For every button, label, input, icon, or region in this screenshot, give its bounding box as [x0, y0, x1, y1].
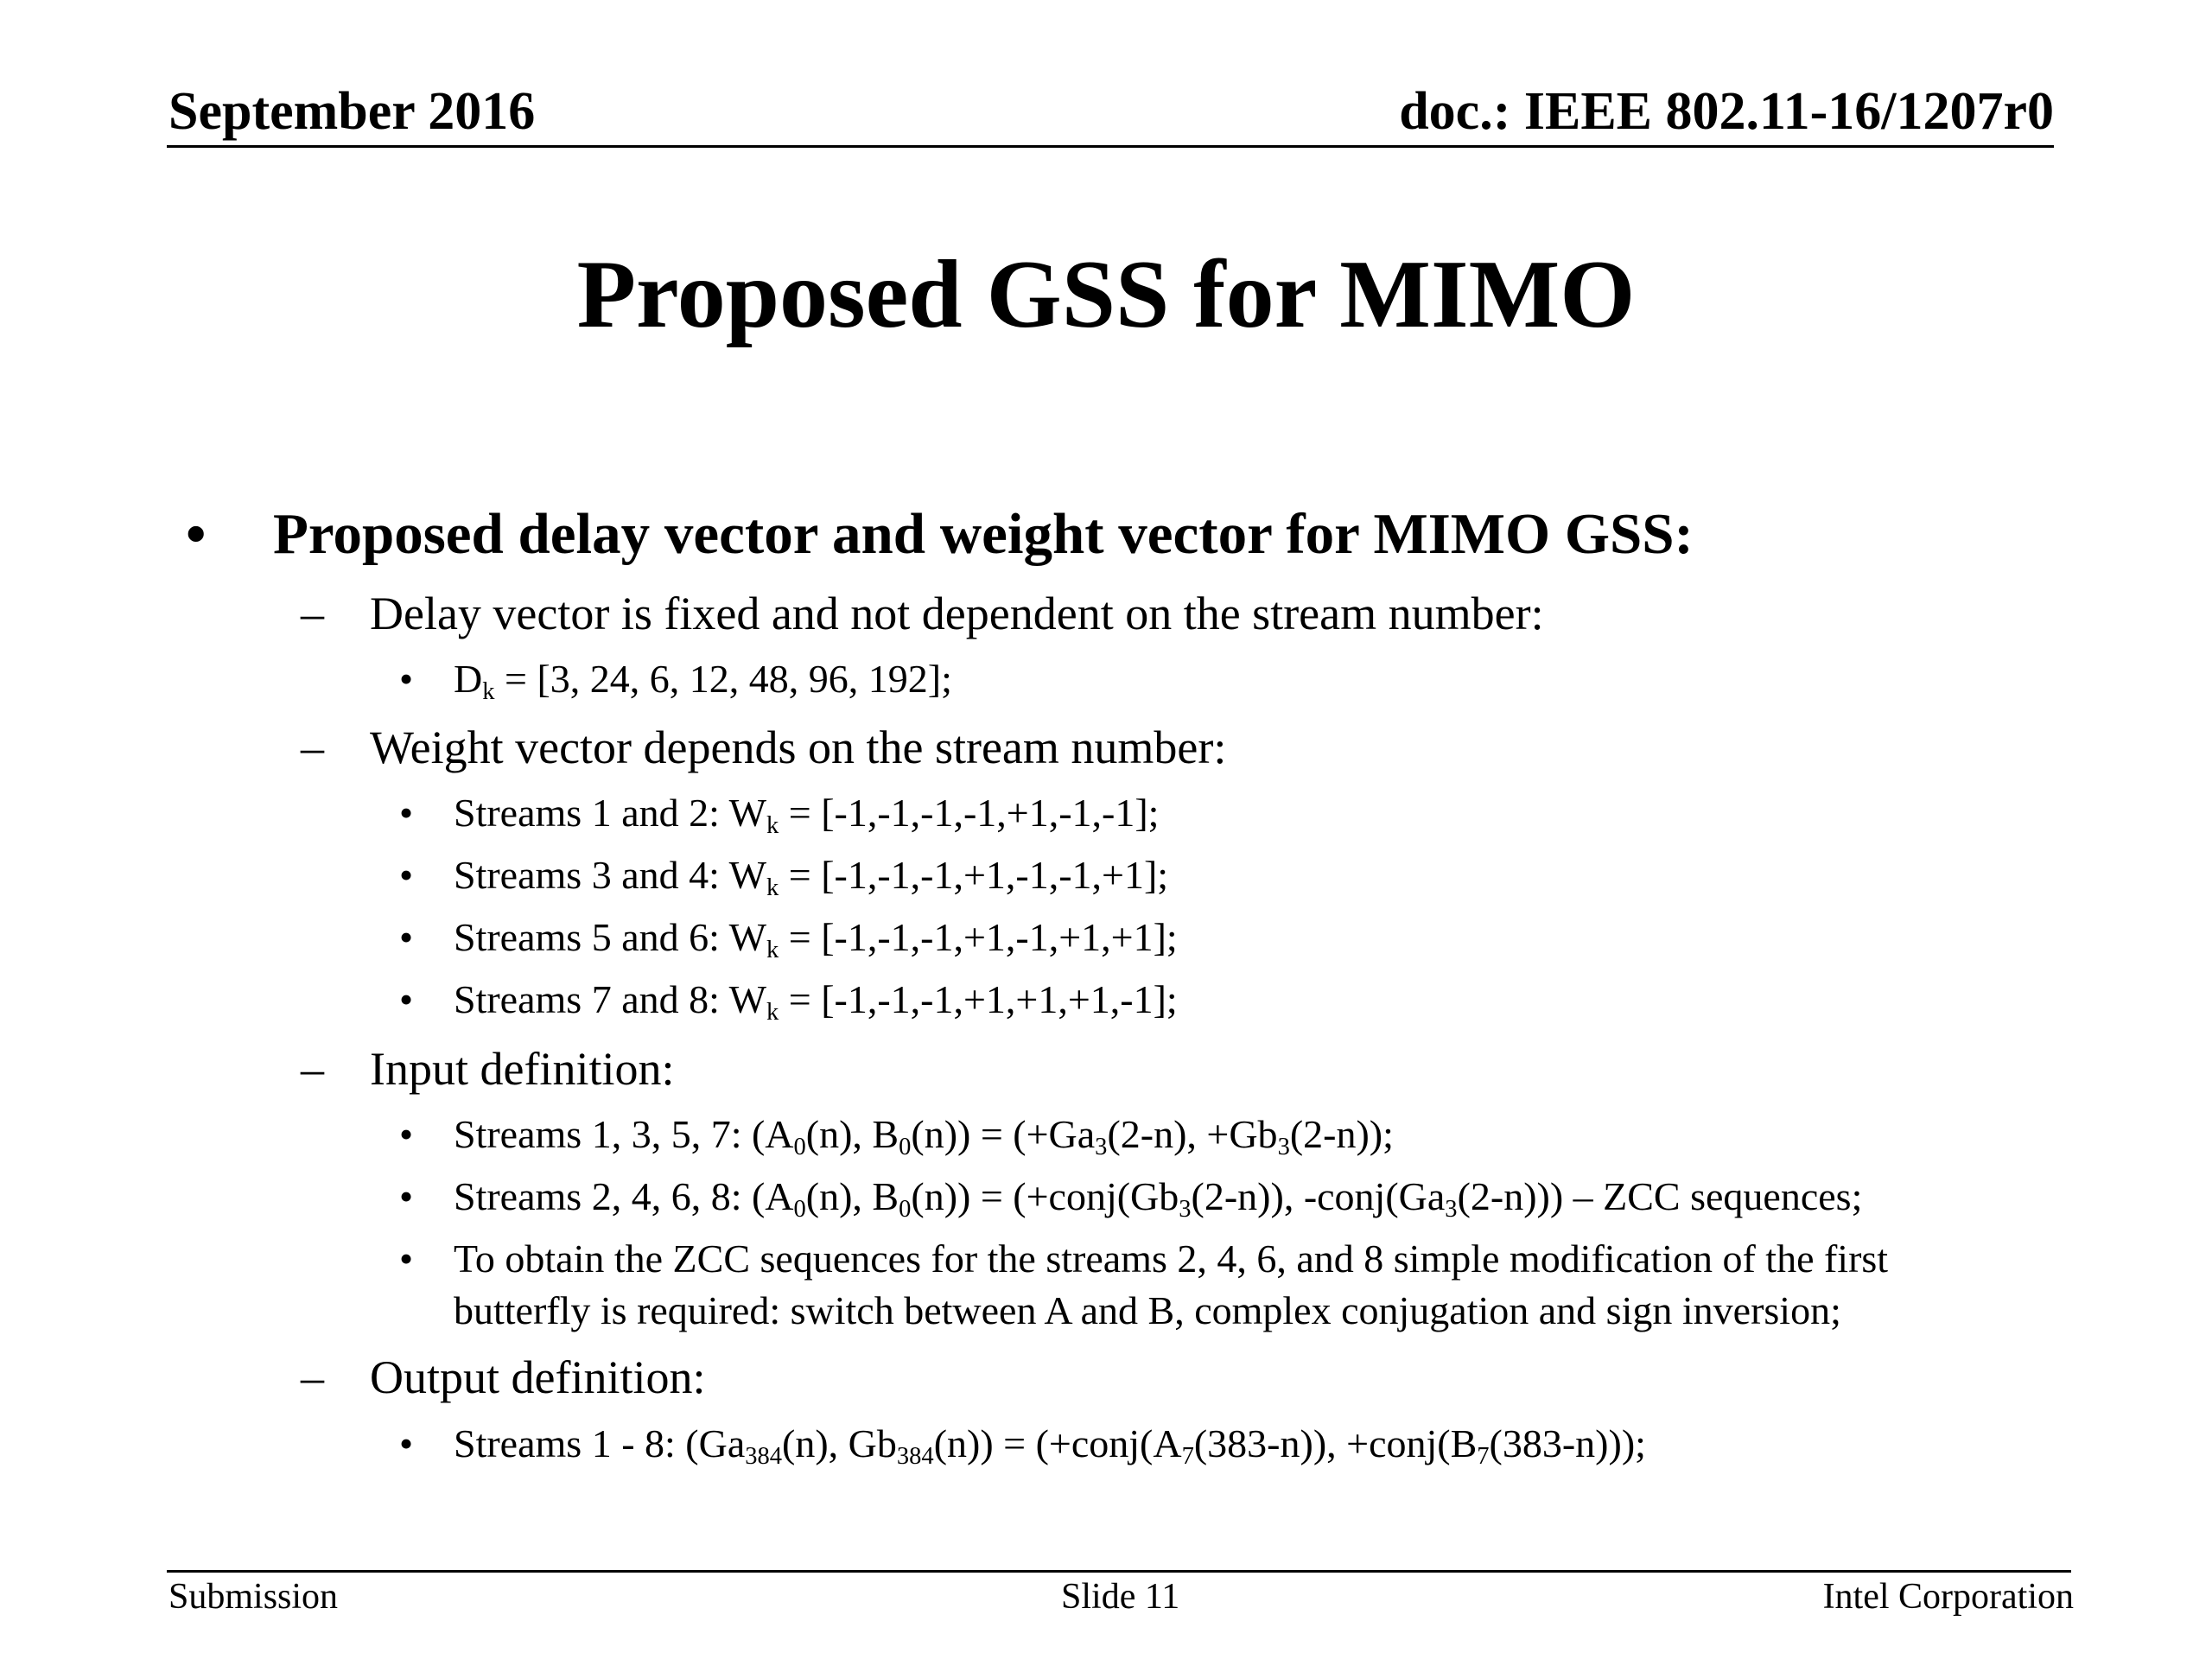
- dash-icon: –: [301, 1351, 324, 1403]
- bullet-icon: •: [399, 915, 414, 959]
- weight-item-prefix: Streams 5 and 6: W: [454, 915, 766, 959]
- header-divider: [167, 145, 2054, 148]
- weight-heading: Weight vector depends on the stream number:: [370, 721, 1227, 773]
- delay-vector-values: = [3, 24, 6, 12, 48, 96, 192];: [494, 657, 952, 701]
- header-doc-id: doc.: IEEE 802.11-16/1207r0: [1399, 82, 2054, 141]
- header-date: September 2016: [168, 82, 536, 141]
- weight-item-values: = [-1,-1,-1,+1,+1,+1,-1];: [779, 977, 1178, 1021]
- weight-item: [454, 853, 1169, 901]
- weight-item-prefix: Streams 1 and 2: W: [454, 791, 766, 835]
- main-bullet-row: [186, 502, 207, 566]
- dash-icon: –: [301, 588, 324, 639]
- footer-company: Intel Corporation: [1822, 1577, 2074, 1617]
- bullet-icon: •: [399, 791, 414, 835]
- input-line-1: Streams 1, 3, 5, 7: ($A_0(n)$, $B_0(n)) = (+Ga_3(2-n)$, $+Gb_3(2-n)$);: [454, 1112, 1394, 1160]
- output-heading: Output definition:: [370, 1351, 706, 1403]
- delay-heading: Delay vector is fixed and not dependent on the stream number:: [370, 588, 1544, 639]
- weight-item-subscript: k: [766, 936, 779, 963]
- weight-item-subscript: k: [766, 998, 779, 1026]
- footer-submission: Submission: [168, 1577, 339, 1617]
- input-line-3b: butterfly is required: switch between A and B, complex conjugation and sign inversion;: [454, 1288, 1841, 1332]
- footer-slide-number: Slide 11: [1061, 1577, 1180, 1617]
- weight-item: [454, 977, 1178, 1026]
- weight-item-prefix: Streams 3 and 4: W: [454, 853, 766, 897]
- bullet-icon: •: [399, 853, 414, 897]
- weight-item-values: = [-1,-1,-1,+1,-1,-1,+1];: [779, 853, 1169, 897]
- bullet-icon: •: [186, 502, 207, 566]
- bullet-icon: •: [399, 1421, 414, 1465]
- weight-item-values: = [-1,-1,-1,+1,-1,+1,+1];: [779, 915, 1178, 959]
- delay-vector-line: $D_k = [3$, 24, 6, 12, 48, 96, 192];: [454, 657, 952, 705]
- dk-subscript: k: [482, 677, 495, 705]
- bullet-icon: •: [399, 1174, 414, 1218]
- footer-divider: [167, 1570, 2071, 1573]
- dash-icon: –: [301, 721, 324, 773]
- slide-title: Proposed GSS for MIMO: [576, 241, 1636, 348]
- bullet-icon: •: [399, 657, 414, 701]
- weight-item-subscript: k: [766, 811, 779, 839]
- weight-item: [454, 915, 1178, 963]
- bullet-icon: •: [399, 1112, 414, 1156]
- input-heading: Input definition:: [370, 1043, 675, 1095]
- bullet-icon: •: [399, 1236, 414, 1281]
- output-line-1: Streams 1 - 8: ($Ga_{384}(n)$, $Gb_{384}(n)$) = ($+conj(A_7(383-n))$, $+conj(B_7(383-n))$);: [454, 1421, 1646, 1470]
- weight-item-prefix: Streams 7 and 8: W: [454, 977, 766, 1021]
- bullet-icon: •: [399, 977, 414, 1021]
- dash-icon: –: [301, 1043, 324, 1095]
- weight-item-values: = [-1,-1,-1,-1,+1,-1,-1];: [779, 791, 1160, 835]
- input-line-2: Streams 2, 4, 6, 8: ($A_0(n)$, $B_0(n)$) = ($+conj(Gb_3(2-n))$, $-conj(Ga_3(2-n))$) – ZCC sequences;: [454, 1174, 1863, 1223]
- weight-item-subscript: k: [766, 874, 779, 901]
- main-bullet-text: Proposed delay vector and weight vector for MIMO GSS:: [273, 502, 1694, 566]
- input-line-3a: To obtain the ZCC sequences for the streams 2, 4, 6, and 8 simple modification of the first: [454, 1236, 1889, 1281]
- weight-item: [454, 791, 1160, 839]
